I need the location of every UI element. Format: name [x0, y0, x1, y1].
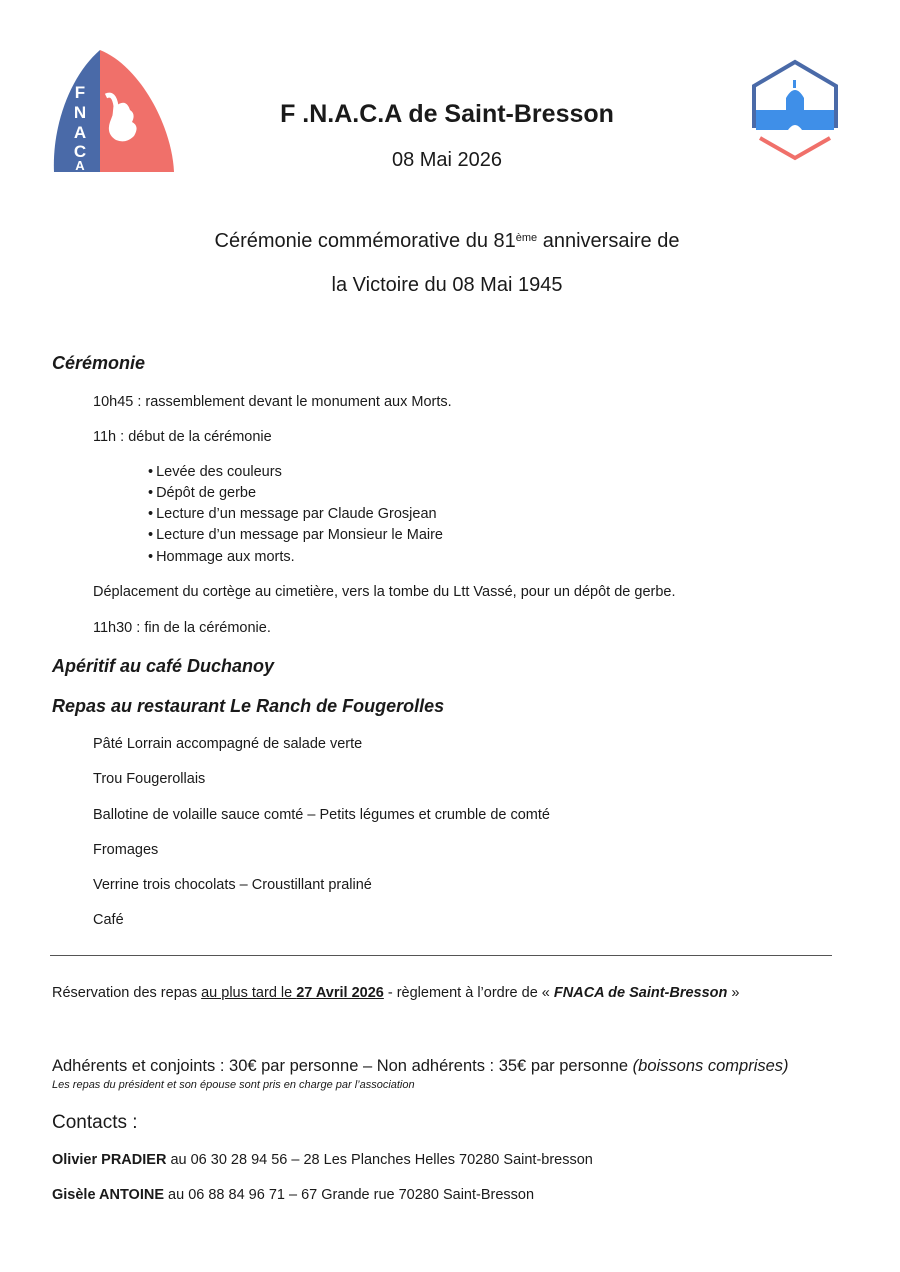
reservation-text: Réservation des repas [52, 985, 202, 1001]
contact-details: au 06 88 84 96 71 – 67 Grande rue 70280 Saint-Bresson [164, 1187, 535, 1203]
reservation-text: - règlement à l’ordre de « [383, 985, 554, 1001]
menu-item: Pâté Lorrain accompagné de salade verte [93, 736, 363, 752]
reservation-deadline-text: au plus tard le [201, 985, 297, 1001]
menu-item: Trou Fougerollais [93, 771, 206, 787]
bullet-item: • Lecture d’un message par Monsieur le Maire [148, 528, 443, 543]
pricing-line [52, 1058, 789, 1075]
document-title: F .N.A.C.A de Saint-Bresson [280, 100, 614, 128]
menu-item: Verrine trois chocolats – Croustillant praliné [93, 877, 372, 893]
event-date: 08 Mai 2026 [391, 149, 503, 171]
contact-details: au 06 30 28 94 56 – 28 Les Planches Helles 70280 Saint-bresson [166, 1152, 593, 1168]
pricing-note: (boissons comprises) [632, 1057, 789, 1075]
subtitle-line-2: la Victoire du 08 Mai 1945 [331, 274, 563, 296]
contacts-heading: Contacts : [52, 1112, 138, 1133]
bullet-item: • Lecture d’un message par Claude Grosjean [148, 507, 437, 522]
divider [50, 955, 832, 956]
svg-text:A: A [73, 123, 87, 142]
subtitle-superscript: ème [515, 232, 538, 244]
reservation-deadline [201, 985, 384, 1001]
bullet-item: • Levée des couleurs [148, 465, 282, 480]
subtitle-text: anniversaire de [537, 230, 680, 252]
svg-text:C: C [73, 142, 87, 161]
contact-name: Olivier PRADIER [52, 1152, 167, 1168]
bullet-item: • Hommage aux morts. [148, 550, 295, 565]
svg-text:F: F [74, 83, 86, 102]
menu-item: Fromages [93, 842, 159, 858]
section-heading-aperitif: Apéritif au café Duchanoy [52, 656, 275, 676]
bullet-item: • Dépôt de gerbe [148, 486, 256, 501]
reservation-text: » [727, 985, 740, 1001]
reservation-line [52, 986, 739, 1001]
schedule-line: 11h30 : fin de la cérémonie. [93, 620, 271, 636]
menu-item: Ballotine de volaille sauce comté – Petits légumes et crumble de comté [93, 807, 550, 823]
contact-item [52, 1153, 593, 1168]
payee-name: FNACA de Saint-Bresson [553, 985, 728, 1001]
section-heading-repas: Repas au restaurant Le Ranch de Fougerolles [52, 696, 445, 716]
section-heading-ceremonie: Cérémonie [52, 353, 146, 373]
svg-text:N: N [73, 103, 87, 122]
svg-text:A: A [75, 158, 85, 173]
subtitle-line-1 [0, 231, 894, 251]
pricing-small-note: Les repas du président et son épouse sont pris en charge par l’association [52, 1079, 415, 1091]
schedule-line: Déplacement du cortège au cimetière, vers la tombe du Ltt Vassé, pour un dépôt de gerbe. [93, 584, 676, 600]
reservation-date: 27 Avril 2026 [296, 985, 384, 1001]
contact-name: Gisèle ANTOINE [52, 1187, 165, 1203]
menu-item: Café [93, 912, 124, 928]
schedule-line: 11h : début de la cérémonie [93, 429, 272, 445]
subtitle-text: Cérémonie commémorative du 81 [214, 230, 516, 252]
pricing-text: Adhérents et conjoints : 30€ par personne – Non adhérents : 35€ par personne [52, 1057, 633, 1075]
contact-item [52, 1188, 534, 1203]
schedule-line: 10h45 : rassemblement devant le monument aux Morts. [93, 394, 452, 410]
